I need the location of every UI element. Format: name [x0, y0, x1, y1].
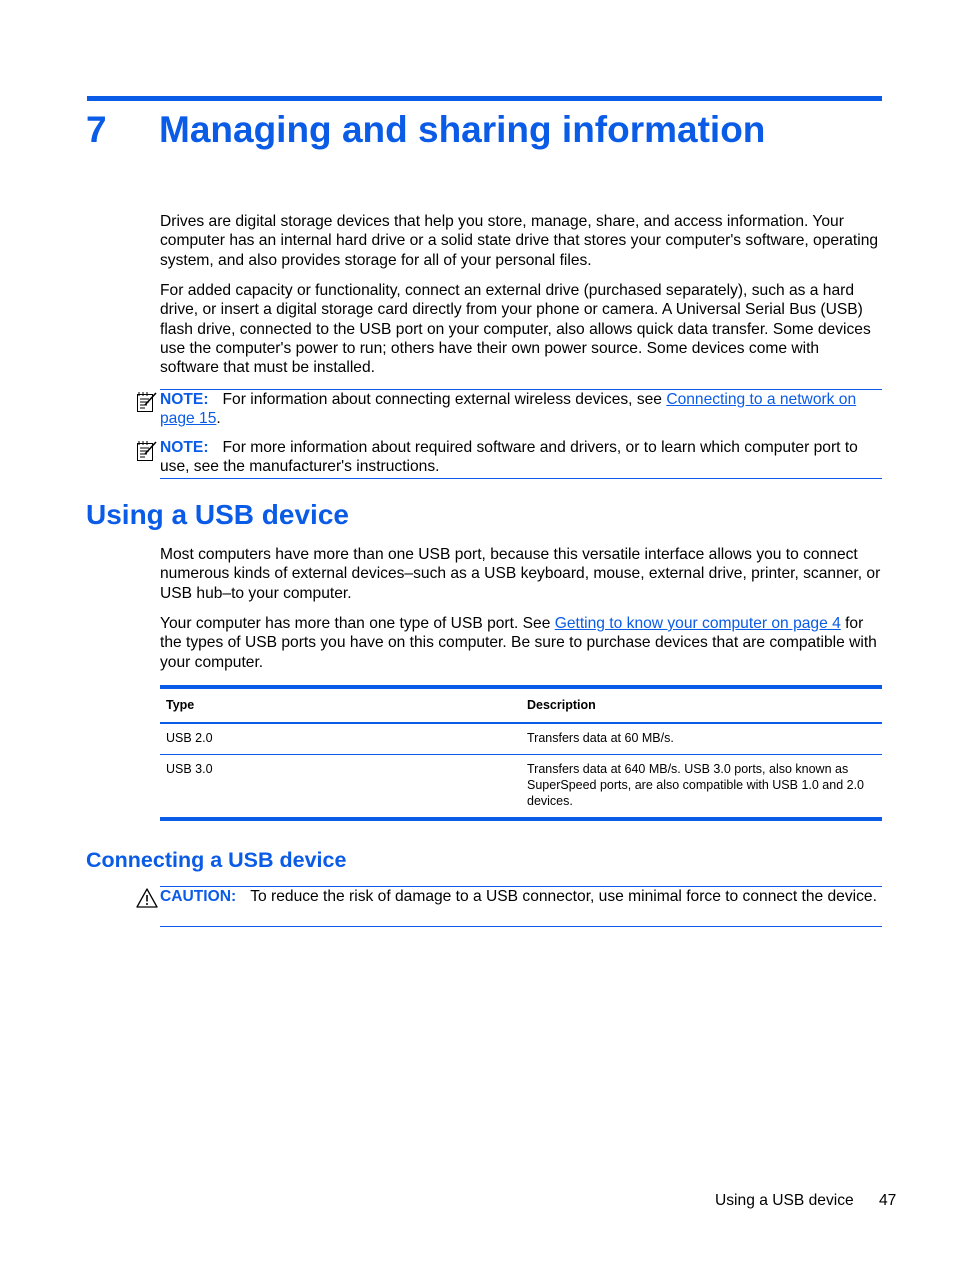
- note-2: [160, 438, 882, 479]
- table-header-description: Description: [527, 698, 596, 712]
- table-cell-type: USB 2.0: [166, 731, 213, 745]
- note-icon: [136, 440, 158, 462]
- chapter-title-text: Managing and sharing information: [159, 109, 766, 150]
- warning-triangle-icon: [136, 887, 158, 909]
- caution-label: CAUTION:: [160, 888, 237, 905]
- table-row: [160, 755, 882, 820]
- section-paragraph-2-after: for the types of USB ports you have on this computer. Be sure to purchase devices that are compatible with your computer.: [160, 615, 877, 671]
- note-icon: [136, 391, 158, 413]
- note-2-label: NOTE:: [160, 439, 209, 456]
- section-paragraph-1: Most computers have more than one USB port, because this versatile interface allows you to connect numerous kinds of external devices–such as a USB keyboard, mouse, external drive, printer, scanner, or USB hub–to your computer.: [160, 546, 881, 602]
- caution-text: To reduce the risk of damage to a USB connector, use minimal force to connect the device.: [250, 888, 877, 905]
- section-paragraph-2: [160, 614, 882, 672]
- chapter-number: 7: [86, 109, 107, 150]
- note-1-label: NOTE:: [160, 391, 209, 408]
- table-row: [160, 723, 882, 755]
- intro-paragraph-1: Drives are digital storage devices that help you store, manage, share, and access information. Your computer has an internal hard drive or a solid state drive that stores your computer's software, operating system, and also provides storage for all of your personal files.: [160, 213, 879, 269]
- connecting-to-network-link[interactable]: Connecting to a network on page 15: [160, 391, 857, 428]
- table-cell-type: USB 3.0: [166, 762, 213, 776]
- footer-section-name: Using a USB device: [715, 1192, 854, 1209]
- subsection-title: Connecting a USB device: [86, 848, 347, 872]
- section-paragraph-2-before: Your computer has more than one type of USB port. See: [160, 615, 555, 632]
- getting-to-know-computer-link[interactable]: Getting to know your computer on page 4: [554, 615, 841, 632]
- table-cell-description: Transfers data at 60 MB/s.: [527, 731, 674, 745]
- note-1-text: For information about connecting external wireless devices, see: [222, 391, 667, 408]
- section-title: Using a USB device: [86, 499, 349, 530]
- chapter-rule: [87, 96, 882, 101]
- note-1-after: .: [216, 410, 221, 428]
- chapter-title: [86, 106, 765, 154]
- table-cell-description: Transfers data at 640 MB/s. USB 3.0 ports, also known as SuperSpeed ports, are also compatible with USB 1.0 and 2.0 devices.: [527, 762, 865, 808]
- note-2-text: For more information about required software and drivers, or to learn which computer port to use, see the manufacturer's instructions.: [160, 439, 858, 476]
- note-1: [160, 389, 882, 429]
- caution-box: [160, 886, 882, 927]
- table-header-row: [160, 687, 882, 723]
- page-number: 47: [879, 1192, 897, 1209]
- usb-types-table: [160, 685, 882, 821]
- table-header-type: Type: [166, 698, 195, 712]
- intro-paragraph-2: For added capacity or functionality, connect an external drive (purchased separately), such as a hard drive, or insert a digital storage card directly from your phone or camera. A Universal Serial Bus (USB) flash drive, connected to the USB port on your computer, also allows quick data transfer. Some devices use the computer's power to run; others have their own power source. Some devices come with software that must be installed.: [160, 282, 871, 377]
